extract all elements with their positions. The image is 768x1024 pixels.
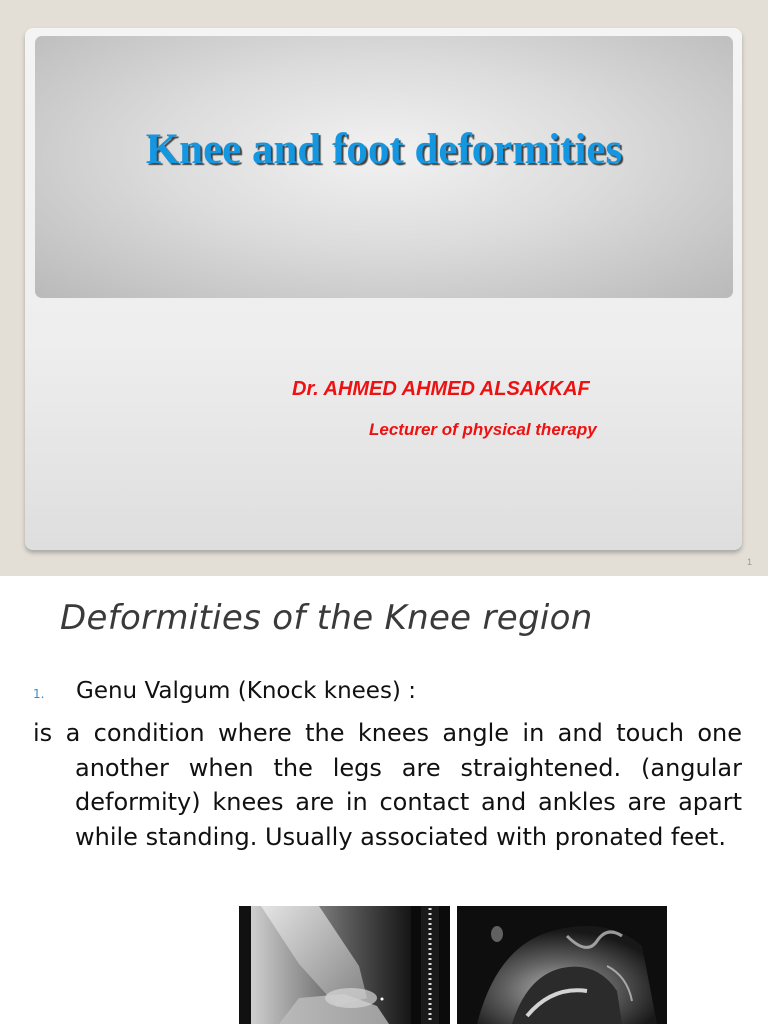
title-slide-card <box>25 28 753 567</box>
knee-xray-image <box>239 906 450 1024</box>
list-number: 1. <box>33 687 45 701</box>
list-heading: Genu Valgum (Knock knees) : <box>76 678 416 704</box>
presentation-title: Knee and foot deformities <box>145 126 623 173</box>
author-role: Lecturer of physical therapy <box>369 420 597 439</box>
knee-mri-graphic <box>457 906 667 1024</box>
slide-number: 1 <box>747 557 753 567</box>
knee-xray-graphic <box>239 906 450 1024</box>
author-name: Dr. AHMED AHMED ALSAKKAF <box>292 378 590 400</box>
content-slide <box>0 576 768 1024</box>
knee-mri-image <box>457 906 667 1024</box>
slide-title: Deformities of the Knee region <box>60 598 593 638</box>
condition-description: is a condition where the knees angle in and touch one another when the legs are straightened. (angular deformity) knees are in contact and ankles are apart while standing. Usually associated with pronated feet. <box>33 719 742 851</box>
